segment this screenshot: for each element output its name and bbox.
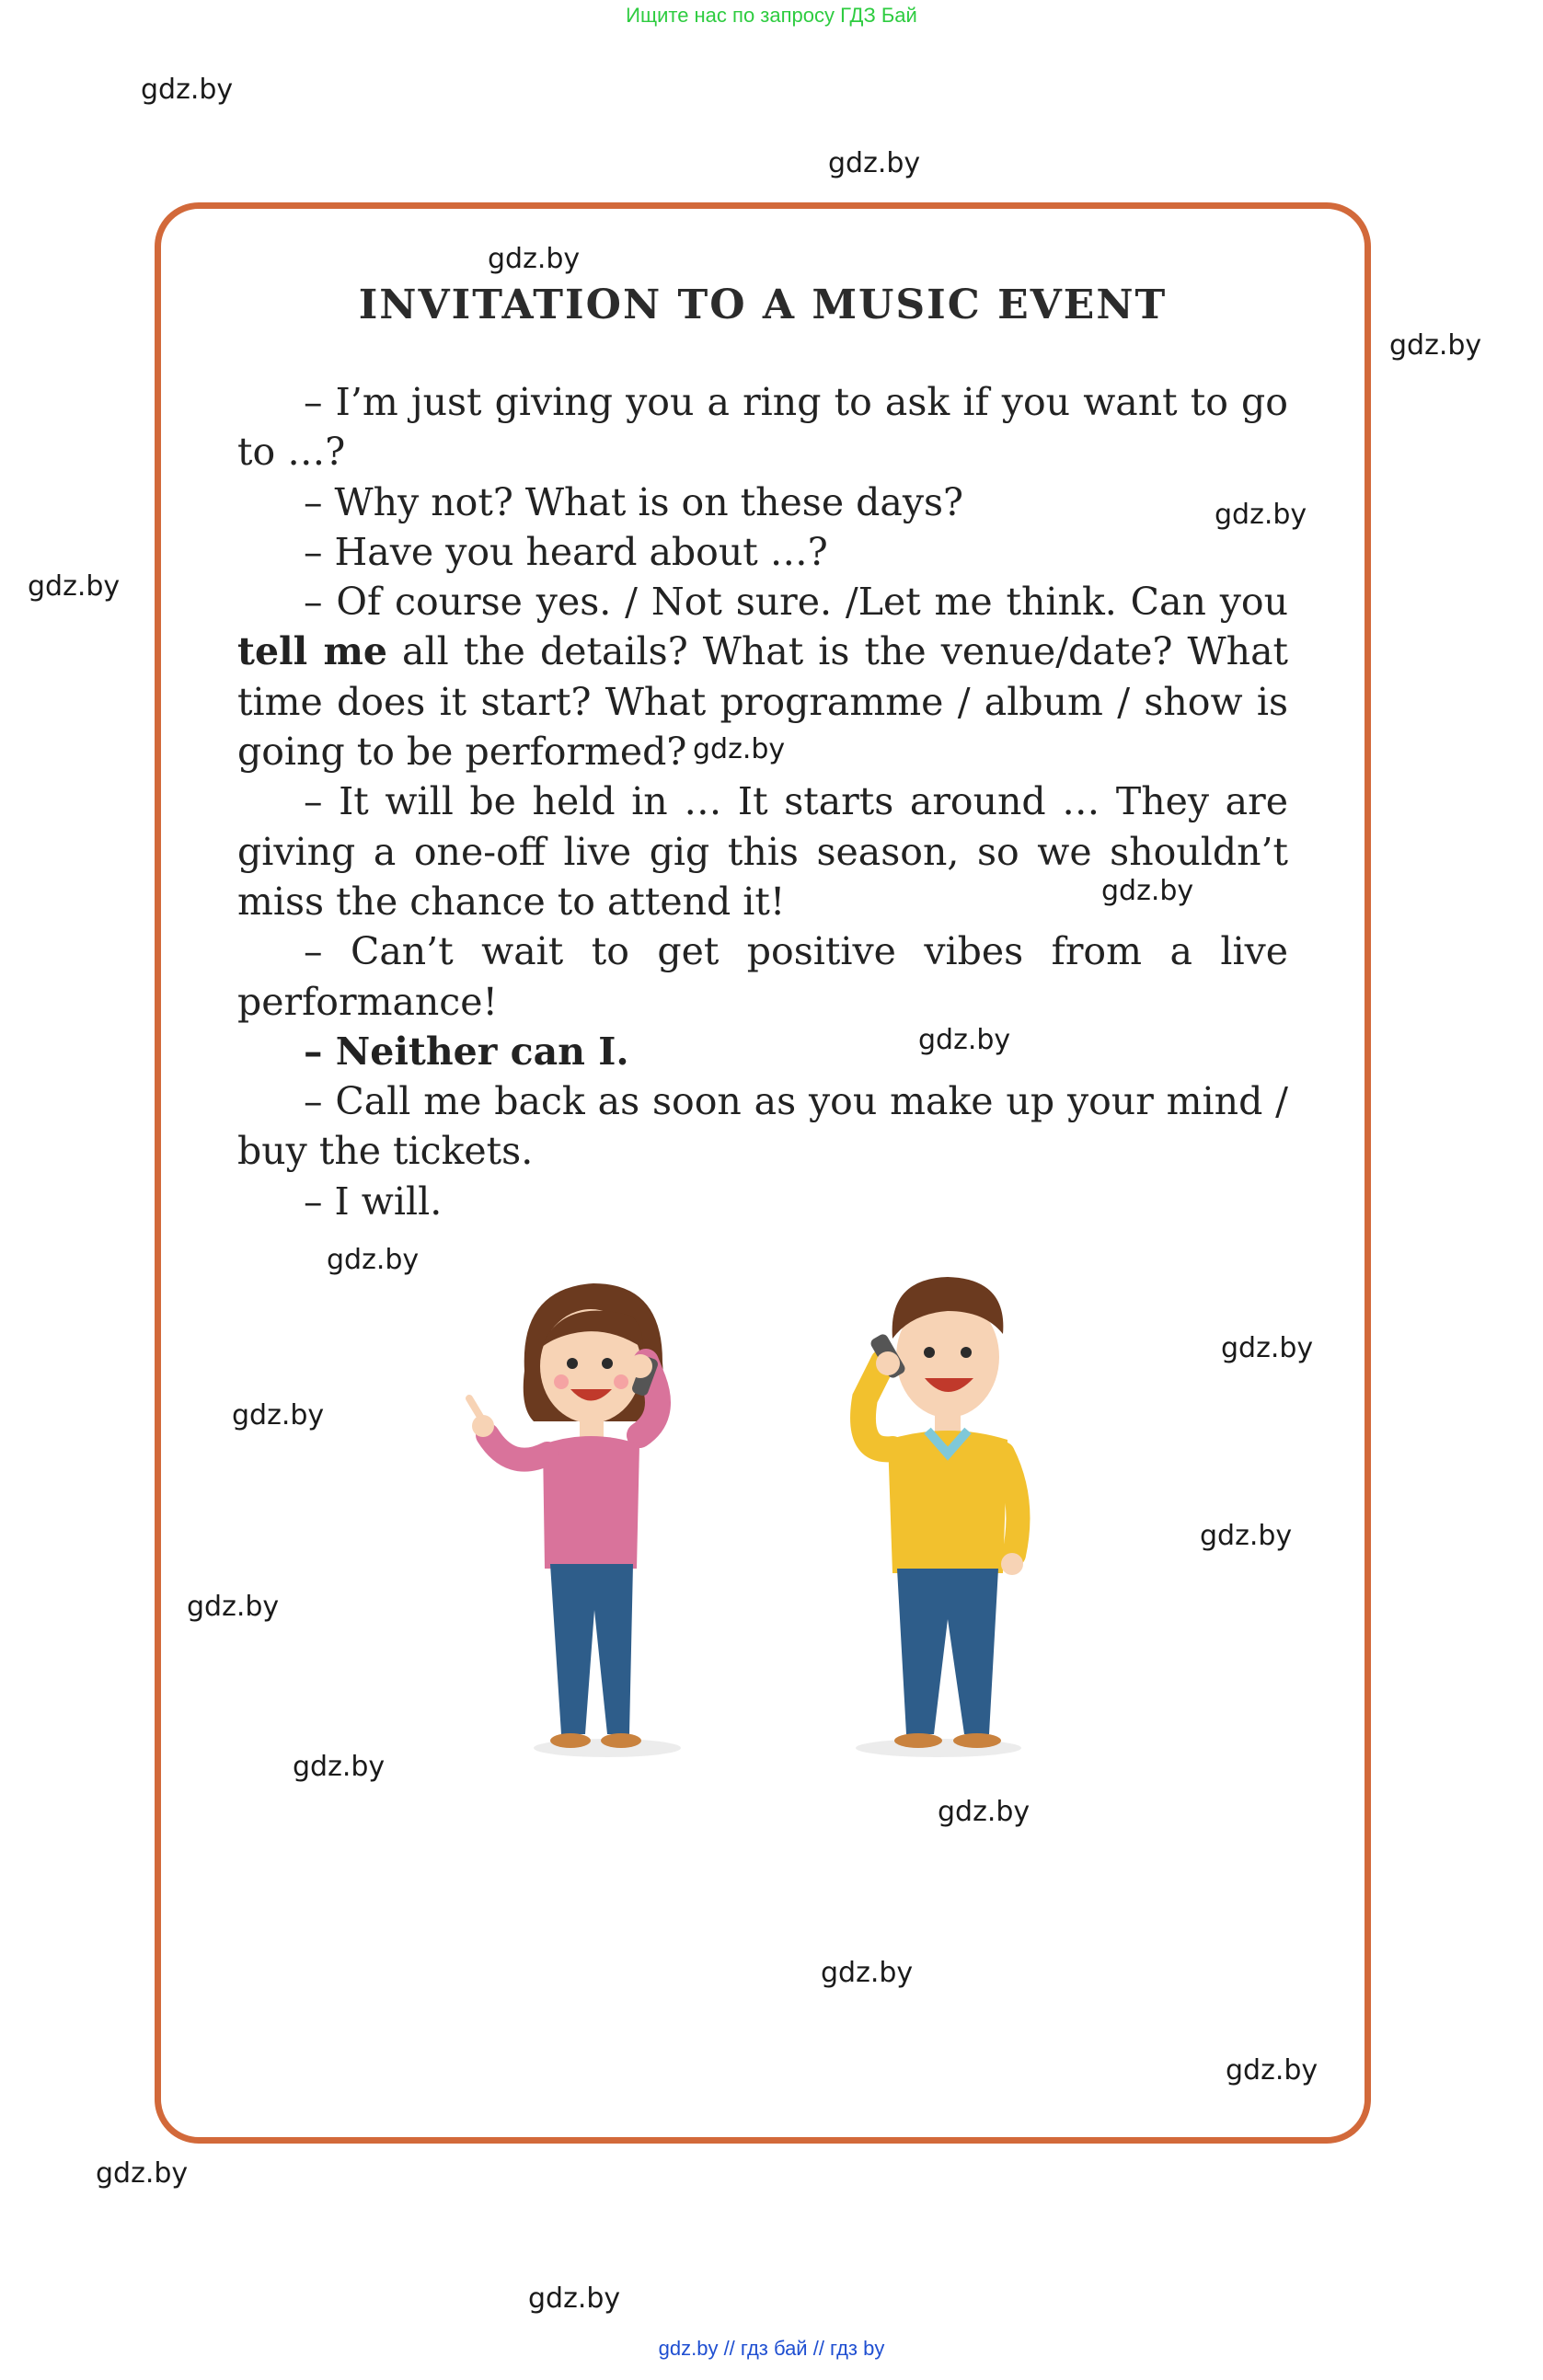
watermark: gdz.by [938,1796,1031,1828]
dialogue-text [237,377,1288,1226]
watermark: gdz.by [828,147,921,179]
watermark: gdz.by [327,1244,420,1276]
watermark: gdz.by [1200,1520,1293,1552]
dialogue-line: – Why not? What is on these days? [304,479,964,524]
watermark: gdz.by [693,733,786,765]
watermark: gdz.by [141,74,234,106]
watermark: gdz.by [232,1399,325,1431]
watermark: gdz.by [528,2282,621,2315]
dialogue-line: – I will. [304,1179,443,1224]
watermark: gdz.by [1215,499,1307,531]
footer-links: gdz.by // гдз бай // гдз by [658,2337,885,2360]
watermark: gdz.by [1389,329,1482,362]
watermark: gdz.by [821,1957,914,1989]
watermark: gdz.by [1226,2054,1318,2087]
page-title: INVITATION TO A MUSIC EVENT [358,282,1168,328]
watermark: gdz.by [488,243,581,275]
dialogue-line: – Have you heard about …? [304,529,828,574]
dialogue-line: – I’m just giving you a ring to ask if you want to go to …? [237,380,1288,475]
watermark: gdz.by [96,2157,189,2190]
watermark: gdz.by [28,570,121,603]
watermark: gdz.by [1101,875,1194,907]
watermark: gdz.by [1221,1332,1314,1364]
woman-on-phone [469,1283,681,1757]
top-banner: Ищите нас по запросу ГДЗ Бай [626,4,917,27]
man-on-phone [856,1277,1023,1757]
watermark: gdz.by [293,1751,386,1783]
dialogue-line: – Of course yes. / Not sure. /Let me think. Can you tell me all the details? What is the venue/date? What time does it start? What programme / album / show is going to be performed? [237,580,1288,775]
dialogue-line: – It will be held in … It starts around … They are giving a one-off live gig this season, so we shouldn’t miss the chance to attend it! [237,779,1288,924]
phone-call-illustration [432,1260,1132,1776]
watermark: gdz.by [918,1024,1011,1056]
dialogue-line: – Neither can I. [304,1029,629,1074]
watermark: gdz.by [187,1591,280,1623]
dialogue-line: – Can’t wait to get positive vibes from a live performance! [237,929,1288,1024]
dialogue-line: – Call me back as soon as you make up your mind / buy the tickets. [237,1079,1288,1174]
